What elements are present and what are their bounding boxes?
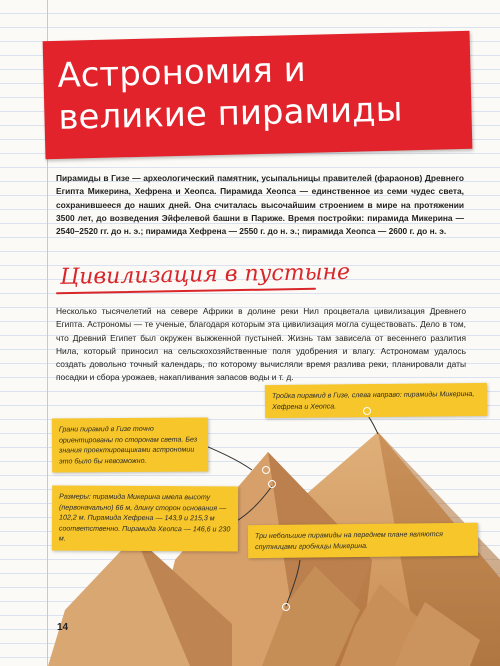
lead-paragraph: Пирамиды в Гизе — археологический памятник, усыпальницы правителей (фараонов) Древнего Египта Микерина, Хефрена и Хеопса. Пирамида Хеопса — единственное из семи чудес света, сохранившееся до наших дней. Она считалась высочайшим строением в мире на протяжении 3500 лет, до возведения Эйфелевой башни в Париже. Время постройки: пирамида Микерина — 2540–2520 гг. до н. э.; пирамида Хефрена — 2550 г. до н. э.; пирамида Хеопса — 2600 г. до н. э. — [56, 173, 464, 237]
section-heading: Цивилизация в пустыне — [59, 259, 351, 290]
page-number: 14 — [57, 622, 69, 633]
pin-marker-satellites — [282, 603, 290, 611]
pin-marker-faces — [262, 466, 270, 474]
note-cardinal-orientation: Грани пирамид в Гизе точно ориентированы по сторонам света. Без знания проектировщиками астрономии это было бы невозможно. — [52, 417, 208, 472]
page-title: Астрономия и великие пирамиды — [56, 49, 403, 138]
pin-marker-trio — [363, 407, 371, 415]
body-paragraph: Несколько тысячелетий на севере Африки в долине реки Нил процветала цивилизация Древнего Египта. Астрономы — те ученые, благодаря которым эта цивилизация могла существовать. Дело в том, что Древний Египет был окружен выжженной пустыней. Жизнь там зависела от весеннего разлития Нила, который приносил на сельскохозяйственные поля удобрения и влагу. Астрономам удалось создать довольно точный календарь, по которому вычисляли время разлива реки, планировали даты посадки и сбора урожаев, накапливания запасов воды и т. д. — [56, 306, 466, 383]
note-pyramid-sizes: Размеры: пирамида Микерина имела высоту (первоначально) 66 м, длину сторон основания — 102,2 м. Пирамида Хефрена — 143,9 и 215,3 м соответственно. Пирамида Хеопса — 146,6 и 230 м. — [52, 486, 238, 552]
note-satellite-pyramids: Три небольшие пирамиды на переднем плане являются спутницами гробницы Микерина. — [248, 523, 478, 559]
note-giza-trio: Тройка пирамид в Гизе, слева направо: пирамиды Микерина, Хефрена и Хеопса. — [265, 383, 487, 419]
pin-marker-sizes — [268, 480, 276, 488]
title-banner — [43, 31, 473, 159]
